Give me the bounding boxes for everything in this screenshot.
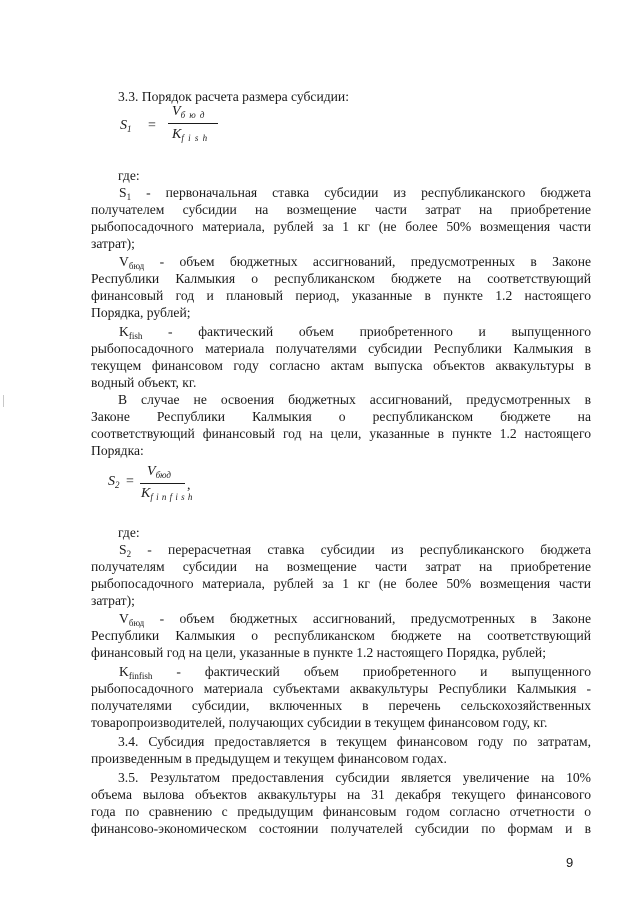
p35-line1: 3.5. Результатом предоставления субсидии является увеличение на 10% bbox=[118, 770, 591, 785]
s1-def-line2: получателем субсидии на возмещение части затрат на приобретение bbox=[91, 202, 591, 217]
p35-line4: финансово-экономическом состоянии получателей субсидии по формам и в bbox=[91, 821, 591, 836]
page-number: 9 bbox=[566, 855, 574, 870]
margin-mark bbox=[3, 395, 4, 407]
formula2-lhs: S bbox=[108, 474, 115, 489]
k-def-line4: водный объект, кг. bbox=[91, 375, 197, 390]
formula1-num: V bbox=[172, 104, 181, 119]
formula1-lhs-sub: 1 bbox=[127, 124, 132, 134]
s2-def-line4: затрат); bbox=[91, 593, 135, 608]
k-def-line3: текущем финансовом году согласно актам выпуска объектов аквакультуры в bbox=[91, 358, 591, 373]
v-def-line2: Республики Калмыкия о республиканском бюджете на соответствующий bbox=[91, 271, 591, 286]
formula2-num: V bbox=[147, 464, 156, 479]
k-def-line2: рыбопосадочного материала получателями субсидии Республики Калмыкия в bbox=[91, 341, 591, 356]
formula2-den: K bbox=[141, 486, 151, 501]
para-b-line2: Законе Республики Калмыкия о республиканском бюджете на bbox=[91, 409, 591, 424]
p35-line3: года по сравнению с предыдущим финансовым годом согласно отчетности о bbox=[91, 804, 591, 819]
s2-def-line3: рыбопосадочного материала, рублей за 1 кг (не более 50% возмещения части bbox=[91, 576, 591, 591]
v2-def-line1: $V_{бюд}$ - объем бюджетных ассигнований, предусмотренных в Законе bbox=[119, 611, 591, 628]
formula1-eq: = bbox=[148, 118, 156, 133]
v2-def-line3: финансовый год на цели, указанные в пункте 1.2 настоящего Порядка, рублей; bbox=[91, 645, 546, 660]
v-def-line4: Порядка, рублей; bbox=[91, 305, 191, 320]
section-heading: 3.3. Порядок расчета размера субсидии: bbox=[118, 89, 349, 104]
k-def-line1: $K_{fish}$ - фактический объем приобретенного и выпущенного bbox=[119, 324, 591, 341]
s1-def-line4: затрат); bbox=[91, 236, 135, 251]
s2-def-line2: получателям субсидии на возмещение части затрат на приобретение bbox=[91, 559, 591, 574]
v-def-line3: финансовый год и плановый период, указанные в пункте 1.2 настоящего bbox=[91, 288, 591, 303]
para-b-line4: Порядка: bbox=[91, 443, 144, 458]
formula1-den-sub: f i s h bbox=[181, 133, 209, 143]
where-label-1: где: bbox=[118, 168, 140, 183]
formula1-lhs: S bbox=[120, 118, 127, 133]
s1-def-line1: $S_1$ - первоначальная ставка субсидии из республиканского бюджета bbox=[119, 185, 591, 202]
k2-def-line3: получателями субсидии, включенных в перечень сельскохозяйственных bbox=[91, 698, 591, 713]
p34-line2: произведенным в предыдущем и текущем финансовом годах. bbox=[91, 751, 447, 766]
para-b-line1: В случае не освоения бюджетных ассигнований, предусмотренных в bbox=[118, 392, 591, 407]
p35-line2: объема вылова объектов аквакультуры на 31 декабря текущего финансового bbox=[91, 787, 591, 802]
para-b-line3: соответствующий финансовый год на цели, указанные в пункте 1.2 настоящего bbox=[91, 426, 591, 441]
s2-def-line1: $S_2$ - перерасчетная ставка субсидии из республиканского бюджета bbox=[119, 542, 591, 559]
k2-def-line1: $K_{finfish}$ - фактический объем приобретенного и выпущенного bbox=[119, 664, 591, 681]
s1-def-line3: рыбопосадочного материала, рублей за 1 кг (не более 50% возмещения части bbox=[91, 219, 591, 234]
formula2-eq: = bbox=[126, 474, 134, 489]
v-def-line1: $V_{бюд}$ - объем бюджетных ассигнований, предусмотренных в Законе bbox=[119, 254, 591, 271]
formula1-fraction-bar bbox=[168, 123, 218, 124]
formula1-num-sub: б ю д bbox=[180, 110, 206, 120]
k2-def-line4: товаропроизводителей, получающих субсидии в текущем финансовом году, кг. bbox=[91, 715, 548, 730]
p34-line1: 3.4. Субсидия предоставляется в текущем финансовом году по затратам, bbox=[118, 734, 591, 749]
v2-def-line2: Республики Калмыкия о республиканском бюджете на соответствующий bbox=[91, 628, 591, 643]
where-label-2: где: bbox=[118, 525, 140, 540]
formula1-den: K bbox=[172, 127, 182, 142]
formula2-tail: , bbox=[187, 478, 191, 493]
formula2-num-sub: бюд bbox=[155, 470, 171, 480]
formula2-fraction-bar bbox=[140, 483, 185, 484]
k2-def-line2: рыбопосадочного материала субъектами аквакультуры Республики Калмыкия - bbox=[91, 681, 591, 696]
formula2-den-sub: f i n f i s h bbox=[150, 492, 193, 502]
formula2-lhs-sub: 2 bbox=[115, 480, 120, 490]
